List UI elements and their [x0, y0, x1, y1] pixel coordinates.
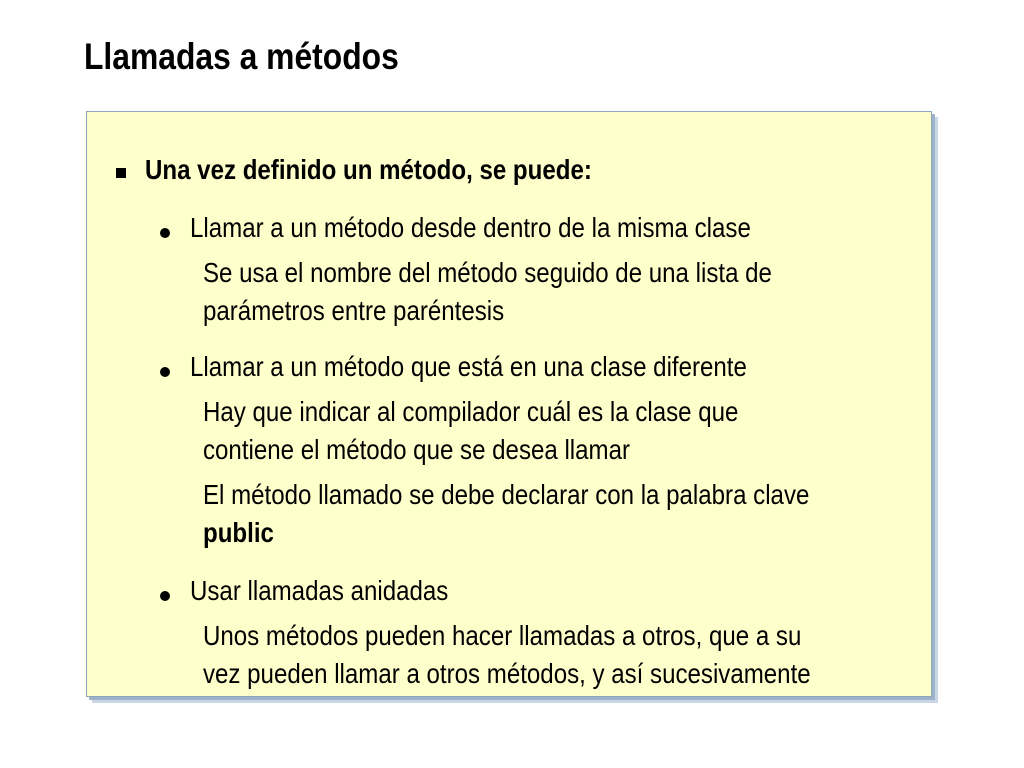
list-item-detail [203, 476, 809, 552]
detail-line: vez pueden llamar a otros métodos, y así sucesivamente [203, 658, 811, 689]
detail-line: contiene el método que se desea llamar [203, 434, 631, 465]
detail-line: Hay que indicar al compilador cuál es la clase que [203, 396, 739, 427]
list-item-detail [203, 617, 811, 693]
list-item-detail [203, 254, 772, 330]
detail-line: parámetros entre paréntesis [203, 295, 505, 326]
square-bullet-icon [116, 168, 126, 178]
detail-line: Se usa el nombre del método seguido de una lista de [203, 257, 772, 288]
detail-line: El método llamado se debe declarar con la palabra clave [203, 479, 810, 510]
main-point: Una vez definido un método, se puede: [145, 154, 592, 185]
list-item-label: Llamar a un método desde dentro de la misma clase [190, 212, 751, 243]
list-item-detail [203, 393, 738, 469]
round-bullet-icon [160, 367, 170, 377]
list-item-label: Llamar a un método que está en una clase diferente [190, 351, 747, 382]
list-item-label: Usar llamadas anidadas [190, 575, 449, 606]
detail-line: Unos métodos pueden hacer llamadas a otros, que a su [203, 620, 802, 651]
round-bullet-icon [160, 228, 170, 238]
slide-title: Llamadas a métodos [84, 36, 399, 77]
round-bullet-icon [160, 591, 170, 601]
keyword-public: public [203, 517, 274, 548]
